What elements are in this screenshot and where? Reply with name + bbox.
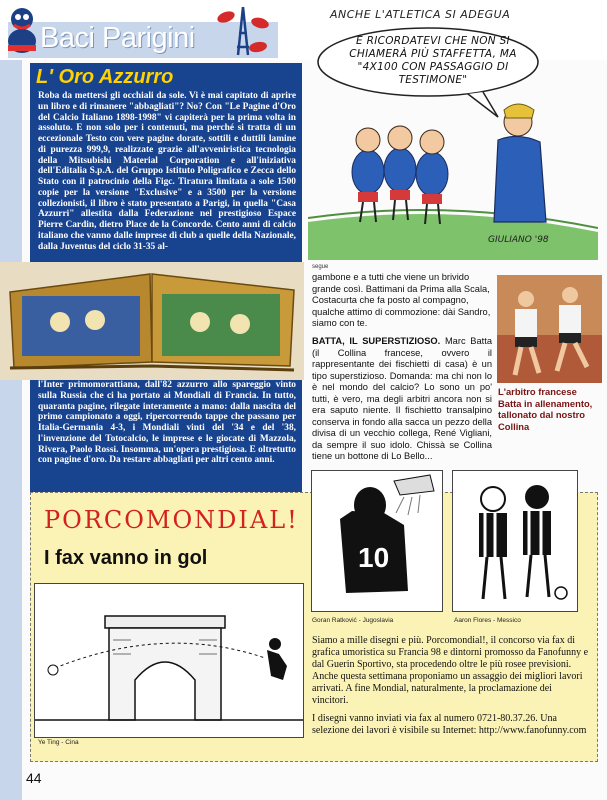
ratkovic-caption: Goran Ratković - Jugoslavia [312,617,394,624]
porcomondial-contact: I disegni vanno inviati via fax al numero 0721-80.37.26. Una selezione dei lavori è visibile su Internet: http://www.fanofunny.com [312,713,587,736]
cartoon-caption: ANCHE L'ATLETICA SI ADEGUA [330,8,511,21]
ratkovic-cartoon [311,470,443,612]
article-body: Roba da mettersi gli occhiali da sole. Vi è mai capitato di aprire un libro e di rimanere "abbagliati"? No? Con "Le Pagine d'Oro del Calcio Italiano 1898-1998" vi capiterà per la prima volta in assoluto. E non solo per i contenuti, ma perché si tratta di un eccezionale Testo con vere pagine dorate, sottili e duttili lamine di purezza 999,9, realizzate grazie all'avveniristica tecnologia della Mitsubishi Material Corporation e all'iniziativa dell'Editalia S.p.A. del Gruppo Istituto Poligrafico e Zecca dello Stato con il patrocinio della Figc. Tiratura limitata a sole 1500 copie per la versione "Exclusive" e a 3500 per la versione collezionisti, il libro è stato presentato a Parigi, in quella "Casa Azzurri" allestita dalla Federazione nel prestigioso Espace Pierre Cardin, dietro Place de la Concorde. Cento anni di calcio italiano che vanno dalle imprese di club a quelle della Nazionale, dalla Juventus del ciclo 31-35 al- [38,91,296,252]
cartoon-speech-bubble: E RICORDATEVI CHE NON SI CHIAMERÀ PIÙ STAFFETTA, MA "4X100 CON PASSAGGIO DI TESTIMONE" [349,35,517,86]
column-continuation-text: gambone e a tutti che viene un brivido grande così. Battimani da Prima alla Scala, Costacurta che fa posto al compagno, qualche attimo di commozione: dài Sandro, siamo con te. [312,272,491,328]
flores-cartoon [452,470,578,612]
batta-heading: BATTA, IL SUPERSTIZIOSO. [312,336,441,346]
section-title: Baci Parigini [40,22,195,54]
batta-body: Marc Batta (il Collina francese, ovvero il rappresentante dei fischietti di casa) è un tipo superstizioso. Domanda: ma chi non lo è nel mondo del calcio? Lo sono un po' tutti, è vero, ma degli arbitri ancora non si era saputo niente. Il fischietto transalpino conserva in fondo alla sacca un pezzo della divisa di un vecchio collega, René Vigliani, da sempre il suo idolo. Chissà se Collina tiene un bottone di Lo Bello... [312,336,493,461]
batta-paragraph [312,336,492,463]
mascot-illustration [2,5,42,57]
flores-caption: Aaron Flores - Messico [454,617,521,624]
porcomondial-body: Siamo a mille disegni e più. Porcomondial!, il concorso via fax di grafica umoristica su Francia 98 e dintorni promosso da Fanofunny e dal Guerin Sportivo, sta procedendo oltre le più rosee previsioni. Anche questa settimana proponiamo un assaggio dei migliori lavori arrivati. A fine Mondial, naturalmente, la proclamazione dei vincitori. [312,635,589,706]
article-body-continued: l'Inter primomorattiana, dall'82 azzurro allo spareggio vinto sulla Russia che ci ha portato ai Mondiali di Francia. In tutto, quaranta pagine, rilegate interamente a mano: dalla nascita del primo campionato a oggi, ripercorrendo tappe che passano per Italia-Germania 4-3, i Mondiali vinti del '34 e del '38, l'invenzione del Totocalcio, le imprese e le giocate di Mazzola, Rivera, Paolo Rossi. Insomma, un'opera prestigiosa. E oltretutto con pagine d'oro. Da restare abbagliati per altri cento anni. [38,380,296,466]
eiffel-tower-kiss-logo [214,3,272,57]
page-number: 44 [26,770,42,786]
blue-margin-strip [0,60,22,800]
article-title: L' Oro Azzurro [36,66,174,88]
arc-de-triomphe-cartoon [34,583,304,738]
photo-caption: L'arbitro francese Batta in allenamento, tallonato dal nostro Collina [498,386,593,432]
porcomondial-title: PORCOMONDIAL! [44,506,299,534]
porcomondial-subtitle: I fax vanno in gol [44,547,208,569]
gold-book-photo [0,262,304,380]
arch-cartoon-caption: Ye Ting - Cina [38,739,79,746]
svg-text:10: 10 [358,542,390,573]
cartoon-signature: GIULIANO '98 [488,235,549,245]
referee-training-photo [497,275,602,383]
segue-label: segue [312,264,329,270]
